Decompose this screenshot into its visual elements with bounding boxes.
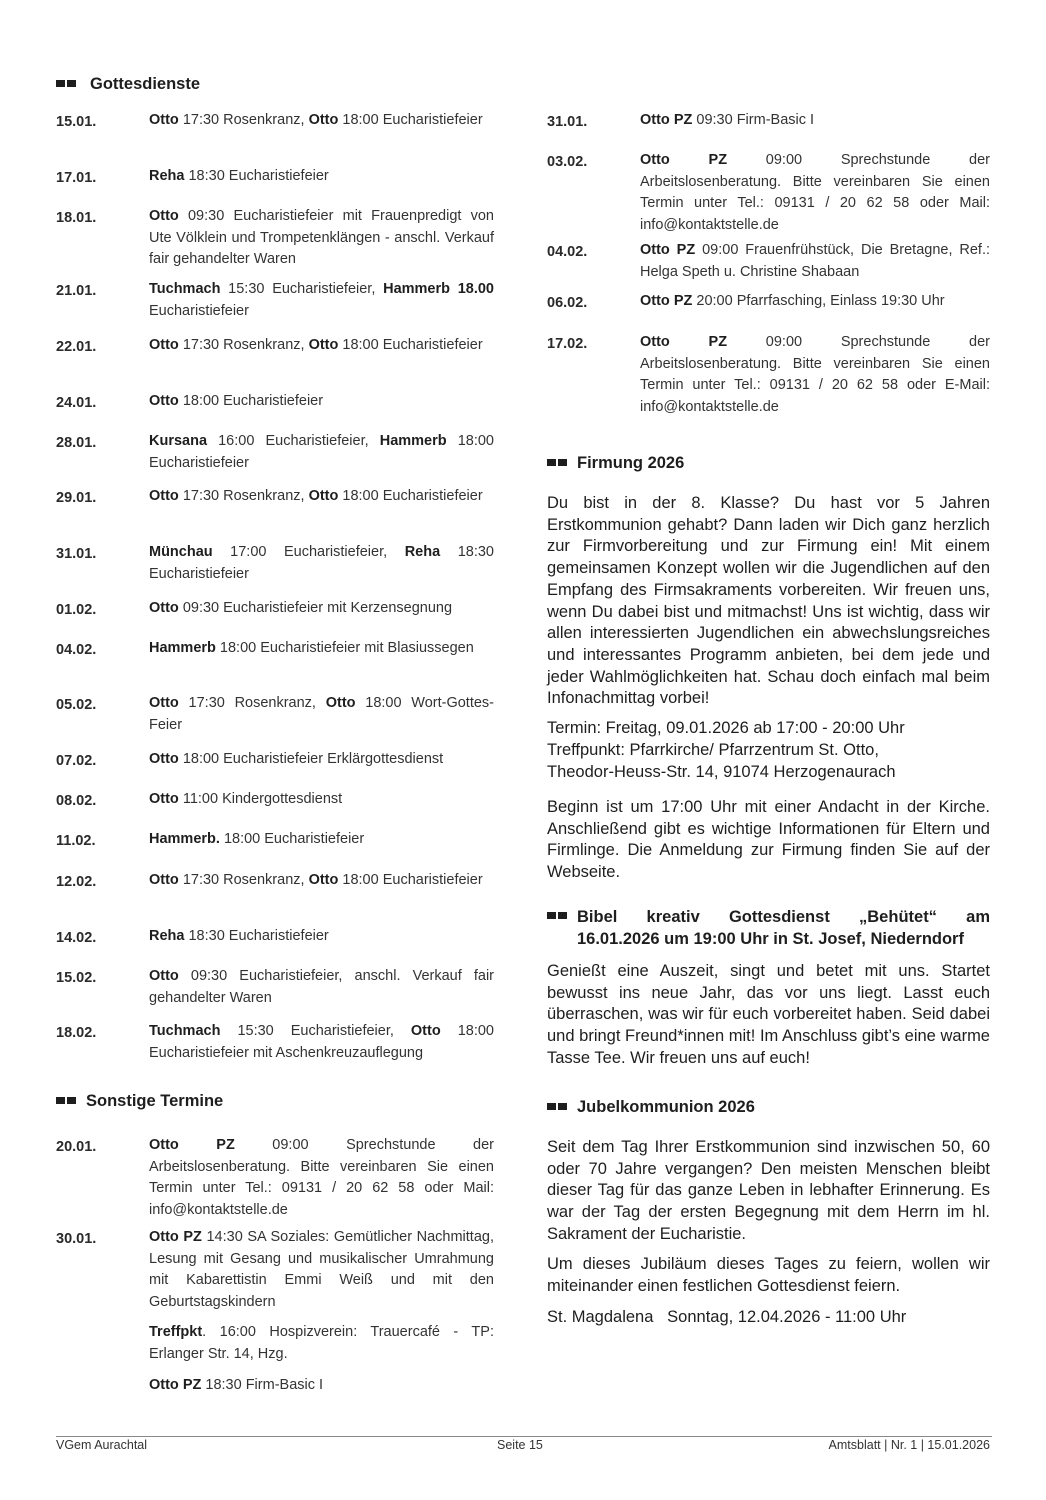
heading-bullet-icon (547, 912, 567, 919)
bibel-paragraph: Genießt eine Auszeit, singt und betet mit uns. Startet bewusst ins neue Jahr, das vor uns liegt. Lasst euch überraschen, was wir für euch vorbereitet haben. Seid dabei und bringt Freund*innen mit! Im Anschluss gibt’s eine warme Tasse Tee. Wir freuen uns auf euch! (547, 962, 990, 1067)
entry-date: 18.01. (56, 210, 97, 226)
schedule-entry (56, 1135, 494, 1221)
entry-date: 15.01. (56, 114, 97, 130)
jubel-paragraph-1: Seit dem Tag Ihrer Erstkommunion sind inzwischen 50, 60 oder 70 Jahre vergangen? Den meisten Menschen bleibt dieser Tag für das ganze Leben in lebhafter Erinnerung. Es war der Tag der ersten Begegnung mit dem Herrn im hl. Sakrament der Eucharistie. (547, 1138, 990, 1243)
firmung-treffpunkt: Treffpunkt: Pfarrkirche/ Pfarrzentrum St. Otto, (547, 741, 879, 759)
entry-date: 04.02. (56, 642, 97, 658)
entry-location: Otto (149, 695, 179, 711)
entry-text: Kursana 16:00 Eucharistiefeier, Hammerb 18:00 Eucharistiefeier (149, 433, 494, 471)
heading-bullet-icon (56, 1097, 76, 1104)
entry-location: Otto PZ (149, 1229, 202, 1245)
schedule-entry (56, 1375, 494, 1397)
entry-location: Otto (308, 112, 339, 128)
schedule-entry (547, 240, 990, 283)
entry-text: Otto PZ 09:00 Sprechstunde der Arbeitslosenberatung. Bitte vereinbaren Sie einen Termin unter Tel.: 09131 / 20 62 58 oder Mail: info@kontaktstelle.de (149, 1137, 494, 1218)
entry-location: Otto (149, 751, 179, 767)
footer-page-number: Seite 15 (497, 1438, 543, 1452)
schedule-entry (547, 150, 990, 236)
entry-location: Reha (149, 168, 185, 184)
jubel-date-line: St. Magdalena Sonntag, 12.04.2026 - 11:00 Uhr (547, 1308, 907, 1326)
entry-date: 05.02. (56, 697, 97, 713)
heading-bullet-icon (547, 459, 567, 466)
schedule-entry (56, 1021, 494, 1064)
footer-issue: Amtsblatt | Nr. 1 | 15.01.2026 (828, 1438, 990, 1452)
entry-location: Otto PZ (640, 242, 696, 258)
schedule-entry (56, 829, 494, 853)
entry-location: Otto (149, 968, 179, 984)
entry-location: Hammerb (379, 433, 447, 449)
schedule-entry (56, 391, 494, 415)
entry-date: 08.02. (56, 793, 97, 809)
entry-location: Otto (308, 488, 339, 504)
firmung-info-paragraph: Beginn ist um 17:00 Uhr mit einer Andacht in der Kirche. Anschließend gibt es wichtige Informationen für Eltern und Firmlinge. Die Anmeldung zur Firmung finden Sie auf der Webseite. (547, 798, 990, 882)
entry-location: Otto (149, 488, 179, 504)
entry-text: Otto 11:00 Kindergottesdienst (149, 791, 343, 807)
entry-date: 21.01. (56, 283, 97, 299)
entry-date: 03.02. (547, 154, 588, 170)
entry-location: Otto (308, 872, 339, 888)
entry-date: 28.01. (56, 435, 97, 451)
section-heading-sonstige: Sonstige Termine (56, 1092, 223, 1111)
schedule-entry (56, 166, 494, 190)
entry-date: 15.02. (56, 970, 97, 986)
schedule-entry (56, 870, 494, 894)
entry-text: Tuchmach 15:30 Eucharistiefeier, Otto 18:00 Eucharistiefeier mit Aschenkreuzauflegung (149, 1023, 494, 1061)
entry-date: 04.02. (547, 244, 588, 260)
footer-publisher: VGem Aurachtal (56, 1438, 148, 1452)
jubel-paragraph-2: Um dieses Jubiläum dieses Tages zu feiern, wollen wir miteinander einen festlichen Gottesdienst feiern. (547, 1255, 990, 1295)
entry-location: Hammerb (149, 640, 216, 656)
section-heading-gottesdienste: Gottesdienste (56, 75, 200, 94)
entry-text: Tuchmach 15:30 Eucharistiefeier, Hammerb 18.00 Eucharistiefeier (149, 281, 494, 319)
entry-text: Otto PZ 09:00 Sprechstunde der Arbeitslosenberatung. Bitte vereinbaren Sie einen Termin unter Tel.: 09131 / 20 62 58 oder E-Mail: info@kontaktstelle.de (640, 334, 990, 415)
entry-date: 29.01. (56, 490, 97, 506)
entry-date: 20.01. (56, 1139, 97, 1155)
entry-location: Otto (149, 791, 179, 807)
entry-date: 06.02. (547, 295, 588, 311)
footer-divider (56, 1436, 992, 1437)
entry-date (56, 1375, 149, 1397)
entry-text: Otto PZ 20:00 Pfarrfasching, Einlass 19:30 Uhr (640, 293, 945, 309)
entry-date: 14.02. (56, 930, 97, 946)
schedule-entry (56, 749, 494, 773)
entry-location: Otto PZ (149, 1137, 235, 1153)
entry-location: Otto (149, 600, 179, 616)
entry-date: 17.02. (547, 336, 588, 352)
entry-text: Reha 18:30 Eucharistiefeier (149, 168, 329, 184)
entry-text: Otto PZ 09:30 Firm-Basic I (640, 112, 815, 128)
entry-date: 18.02. (56, 1025, 97, 1041)
entry-location: Otto PZ (149, 1377, 202, 1393)
entry-location: Otto (149, 393, 179, 409)
schedule-entry (56, 431, 494, 474)
entry-location: Otto PZ (640, 293, 693, 309)
entry-date (56, 1322, 149, 1365)
firmung-intro-paragraph: Du bist in der 8. Klasse? Du hast vor 5 Jahren Erstkommunion gehabt? Dann laden wir Dich ganz herzlich zur Firmvorbereitung und zur Firmung ein! Mit einem gemeinsamen Konzept wollen wir die Jugendlichen auf den Empfang des Firmsakraments vorbereiten. Wir freuen uns, wenn Du dabei bist und mitmachst! Uns ist wichtig, dass wir allen interessierten Jugendlichen ein abwechslungsreiches und interessantes Programm anbieten, bei dem jede und jeder Wahlmöglichkeiten hat. Schau doch einfach mal beim Infonachmittag vorbei! (547, 494, 990, 708)
entry-location: Tuchmach (149, 1023, 221, 1039)
entry-text: Otto PZ 09:00 Frauenfrühstück, Die Bretagne, Ref.: Helga Speth u. Christine Shabaan (640, 242, 990, 280)
entry-text: Otto 09:30 Eucharistiefeier mit Frauenpredigt von Ute Völklein und Trompetenklängen - anschl. Verkauf fair gehandelter Waren (149, 208, 494, 267)
entry-text: Reha 18:30 Eucharistiefeier (149, 928, 329, 944)
schedule-entry (56, 1227, 494, 1313)
entry-text: Otto PZ 09:00 Sprechstunde der Arbeitslosenberatung. Bitte vereinbaren Sie einen Termin unter Tel.: 09131 / 20 62 58 oder Mail: info@kontaktstelle.de (640, 152, 990, 233)
entry-date: 17.01. (56, 170, 97, 186)
entry-text: Hammerb. 18:00 Eucharistiefeier (149, 831, 365, 847)
entry-location: Münchau (149, 544, 213, 560)
entry-text: Otto 17:30 Rosenkranz, Otto 18:00 Eucharistiefeier (149, 488, 483, 504)
entry-location: Otto PZ (640, 112, 693, 128)
schedule-entry (547, 110, 990, 134)
entry-date: 31.01. (56, 546, 97, 562)
heading-bullet-icon (547, 1103, 567, 1110)
entry-location: Treffpkt (149, 1324, 203, 1340)
entry-location: Otto (325, 695, 356, 711)
schedule-entry (547, 291, 990, 315)
entry-date: 30.01. (56, 1231, 97, 1247)
schedule-entry (56, 966, 494, 1009)
entry-location: Otto (149, 208, 179, 224)
entry-text: Otto PZ 18:30 Firm-Basic I (149, 1377, 324, 1393)
entry-location: Hammerb. (149, 831, 220, 847)
schedule-entry (56, 693, 494, 736)
entry-date: 24.01. (56, 395, 97, 411)
schedule-entry (56, 206, 494, 271)
schedule-entry (56, 486, 494, 510)
entry-location: Reha (149, 928, 185, 944)
entry-location: Otto (308, 337, 339, 353)
entry-text: Münchau 17:00 Eucharistiefeier, Reha 18:30 Eucharistiefeier (149, 544, 494, 582)
schedule-entry (56, 1322, 494, 1365)
firmung-termin: Termin: Freitag, 09.01.2026 ab 17:00 - 20:00 Uhr (547, 719, 905, 737)
entry-text: Treffpkt. 16:00 Hospizverein: Trauercafé - TP: Erlanger Str. 14, Hzg. (149, 1324, 494, 1362)
entry-text: Otto 17:30 Rosenkranz, Otto 18:00 Eucharistiefeier (149, 337, 483, 353)
entry-location: Otto (149, 872, 179, 888)
heading-bullet-icon (56, 80, 76, 87)
section-heading-bibel: Bibel kreativ Gottesdienst „Behütet“ am 16.01.2026 um 19:00 Uhr in St. Josef, Niederndorf (547, 907, 990, 950)
entry-location: Otto (149, 337, 179, 353)
entry-text: Otto 09:30 Eucharistiefeier, anschl. Verkauf fair gehandelter Waren (149, 968, 494, 1006)
schedule-entry (56, 638, 494, 662)
entry-text: Otto 17:30 Rosenkranz, Otto 18:00 Eucharistiefeier (149, 872, 483, 888)
entry-text: Otto 18:00 Eucharistiefeier (149, 393, 324, 409)
schedule-entry (56, 789, 494, 813)
entry-location: Kursana (149, 433, 208, 449)
entry-location: Otto PZ (640, 334, 728, 350)
entry-date: 01.02. (56, 602, 97, 618)
schedule-entry (56, 542, 494, 585)
entry-location: Otto (410, 1023, 441, 1039)
entry-date: 11.02. (56, 833, 96, 849)
schedule-entry (56, 110, 494, 134)
entry-location: Hammerb 18.00 (383, 281, 494, 297)
schedule-entry (56, 335, 494, 359)
firmung-adresse: Theodor-Heuss-Str. 14, 91074 Herzogenaurach (547, 763, 896, 781)
entry-text: Otto 17:30 Rosenkranz, Otto 18:00 Eucharistiefeier (149, 112, 483, 128)
entry-date: 22.01. (56, 339, 97, 355)
entry-date: 12.02. (56, 874, 97, 890)
schedule-entry (56, 279, 494, 322)
schedule-entry (56, 926, 494, 950)
entry-location: Otto (149, 112, 179, 128)
entry-text: Hammerb 18:00 Eucharistiefeier mit Blasiussegen (149, 640, 474, 656)
entry-location: Tuchmach (149, 281, 221, 297)
section-heading-jubel: Jubelkommunion 2026 (547, 1098, 755, 1117)
entry-date: 07.02. (56, 753, 97, 769)
schedule-entry (56, 598, 494, 622)
entry-location: Reha (404, 544, 441, 560)
entry-date: 31.01. (547, 114, 588, 130)
entry-text: Otto 17:30 Rosenkranz, Otto 18:00 Wort-Gottes-Feier (149, 695, 494, 733)
entry-text: Otto 09:30 Eucharistiefeier mit Kerzensegnung (149, 600, 453, 616)
entry-text: Otto PZ 14:30 SA Soziales: Gemütlicher Nachmittag, Lesung mit Gesang und musikalischer Umrahmung mit Kabarettistin Emmi Weiß und mit den Geburtstagskindern (149, 1229, 494, 1310)
entry-location: Otto PZ (640, 152, 728, 168)
entry-text: Otto 18:00 Eucharistiefeier Erklärgottesdienst (149, 751, 444, 767)
section-heading-firmung: Firmung 2026 (547, 454, 684, 473)
schedule-entry (547, 332, 990, 418)
